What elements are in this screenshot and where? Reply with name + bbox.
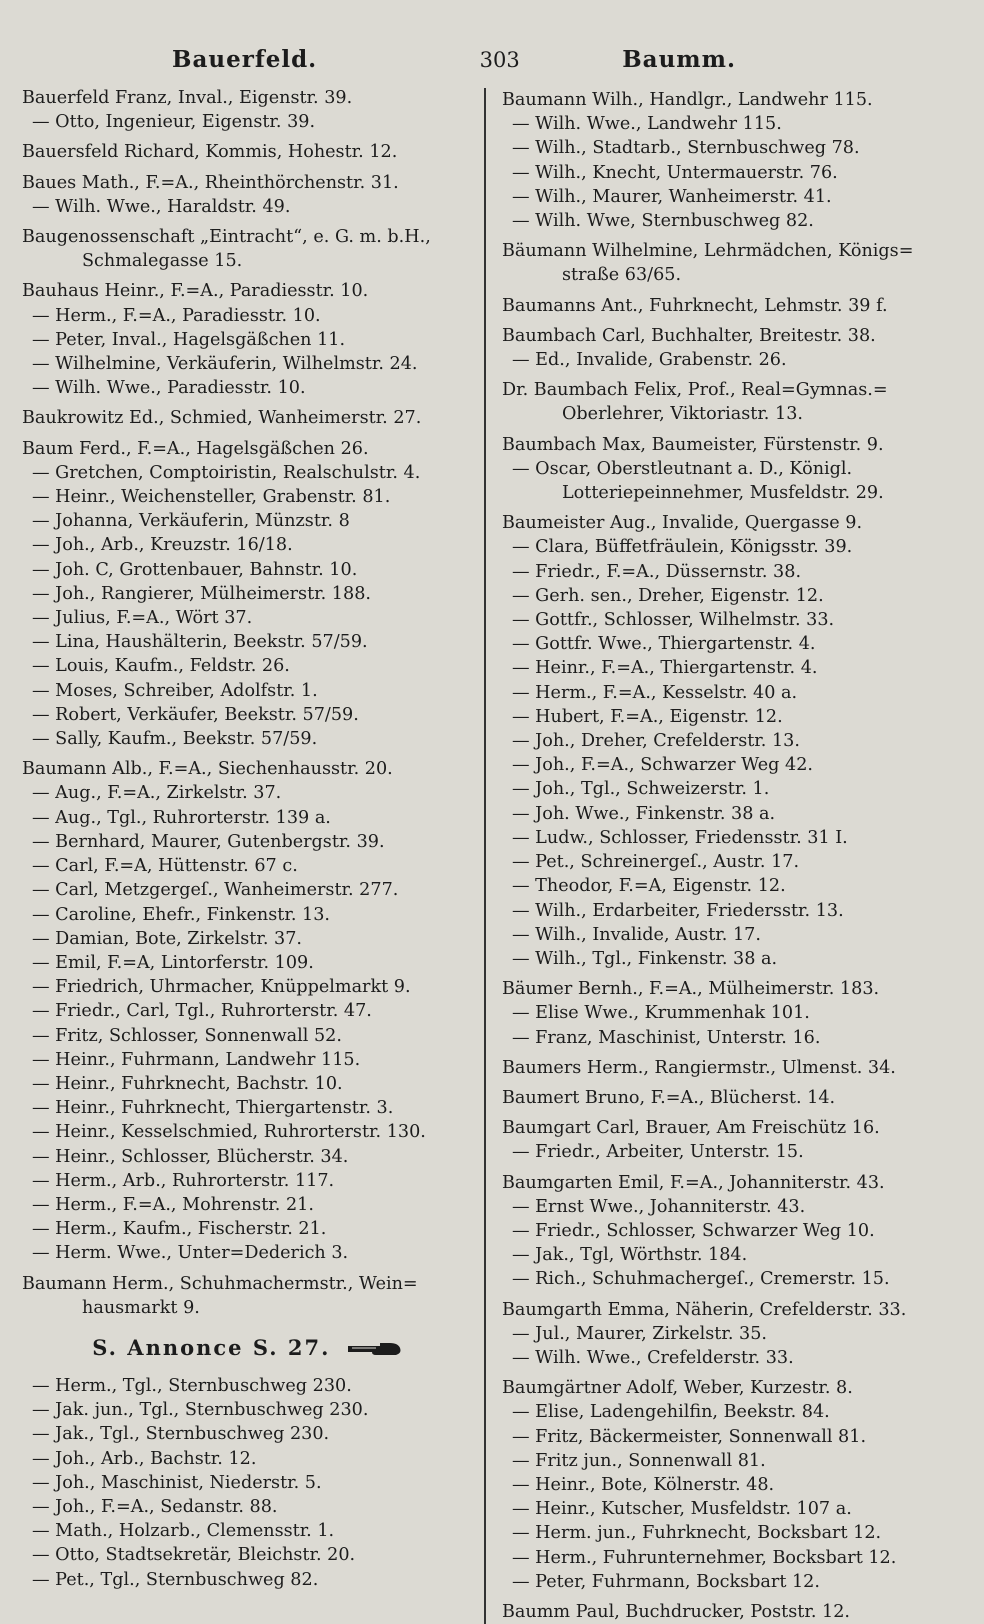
directory-entry: — Gerh. sen., Dreher, Eigenstr. 12. xyxy=(512,585,824,606)
directory-entry: — Caroline, Ehefr., Finkenstr. 13. xyxy=(32,904,330,925)
directory-entry: — Herm. jun., Fuhrknecht, Bocksbart 12. xyxy=(512,1523,882,1544)
directory-entry: — Wilh., Erdarbeiter, Friedersstr. 13. xyxy=(512,900,844,921)
directory-entry: — Sally, Kaufm., Beekstr. 57/59. xyxy=(32,729,318,750)
directory-entry: Baumers Herm., Rangiermstr., Ulmenst. 34. xyxy=(502,1057,896,1078)
directory-entry: — Herm., Arb., Ruhrorterstr. 117. xyxy=(32,1170,335,1191)
directory-entry: — Otto, Ingenieur, Eigenstr. 39. xyxy=(32,112,316,133)
page-number: 303 xyxy=(479,48,520,72)
directory-entry: — Clara, Büffetfräulein, Königsstr. 39. xyxy=(512,537,853,558)
directory-entry: — Heinr., F.=A., Thiergartenstr. 4. xyxy=(512,658,818,679)
directory-entry: — Hubert, F.=A., Eigenstr. 12. xyxy=(512,706,783,727)
directory-entry: — Heinr., Fuhrknecht, Bachstr. 10. xyxy=(32,1073,343,1094)
directory-entry: — Elise, Ladengehilfin, Beekstr. 84. xyxy=(512,1402,830,1423)
directory-entry: Baumbach Carl, Buchhalter, Breitestr. 38. xyxy=(502,325,876,346)
directory-entry: hausmarkt 9. xyxy=(82,1297,200,1318)
directory-entry: — Bernhard, Maurer, Gutenbergstr. 39. xyxy=(32,831,385,852)
directory-entry: — Wilh., Knecht, Untermauerstr. 76. xyxy=(512,162,838,183)
directory-entry: — Friedr., Arbeiter, Unterstr. 15. xyxy=(512,1142,804,1163)
directory-entry: — Herm., Kaufm., Fischerstr. 21. xyxy=(32,1219,327,1240)
directory-entry: — Fritz jun., Sonnenwall 81. xyxy=(512,1450,766,1471)
directory-entry: Lotteriepeinnehmer, Musfeldstr. 29. xyxy=(562,483,884,504)
directory-entry: Baumgärtner Adolf, Weber, Kurzestr. 8. xyxy=(502,1378,853,1399)
directory-entry: — Wilh. Wwe., Paradiesstr. 10. xyxy=(32,378,306,399)
left-entry-list xyxy=(22,86,474,1320)
directory-entry: — Joh., Dreher, Crefelderstr. 13. xyxy=(512,731,800,752)
right-column xyxy=(484,88,954,1624)
header-right-keyword: Baumm. xyxy=(622,46,736,73)
directory-entry: — Wilh. Wwe., Crefelderstr. 33. xyxy=(512,1347,794,1368)
directory-entry: — Wilh., Tgl., Finkenstr. 38 a. xyxy=(512,948,778,969)
directory-entry: Dr. Baumbach Felix, Prof., Real=Gymnas.= xyxy=(502,380,888,401)
directory-entry: Bäumann Wilhelmine, Lehrmädchen, Königs= xyxy=(502,241,914,262)
directory-entry: Baumgart Carl, Brauer, Am Freischütz 16. xyxy=(502,1118,880,1139)
directory-entry: — Jak., Tgl., Sternbuschweg 230. xyxy=(32,1424,330,1445)
directory-entry: — Pet., Schreinergeſ., Austr. 17. xyxy=(512,852,800,873)
directory-entry: — Heinr., Kesselschmied, Ruhrorterstr. 130. xyxy=(32,1122,426,1143)
directory-entry: Baukrowitz Ed., Schmied, Wanheimerstr. 27. xyxy=(22,408,422,429)
directory-entry: — Jul., Maurer, Zirkelstr. 35. xyxy=(512,1323,767,1344)
directory-entry: — Friedrich, Uhrmacher, Knüppelmarkt 9. xyxy=(32,977,411,998)
directory-entry: — Joh., Tgl., Schweizerstr. 1. xyxy=(512,779,770,800)
directory-entry: — Peter, Fuhrmann, Bocksbart 12. xyxy=(512,1571,820,1592)
left-entry-list-after xyxy=(22,1374,474,1592)
directory-entry: — Heinr., Fuhrknecht, Thiergartenstr. 3. xyxy=(32,1098,394,1119)
directory-entry: Baumeister Aug., Invalide, Quergasse 9. xyxy=(502,513,863,534)
directory-entry: — Herm., F.=A., Kesselstr. 40 a. xyxy=(512,682,798,703)
directory-entry: — Gottfr. Wwe., Thiergartenstr. 4. xyxy=(512,634,816,655)
directory-entry: — Herm. Wwe., Unter=Dederich 3. xyxy=(32,1243,349,1264)
directory-entry: — Gottfr., Schlosser, Wilhelmstr. 33. xyxy=(512,610,835,631)
header-left-keyword: Bauerfeld. xyxy=(172,46,318,73)
directory-entry: — Math., Holzarb., Clemensstr. 1. xyxy=(32,1521,335,1542)
directory-entry: Schmalegasse 15. xyxy=(82,251,243,272)
directory-entry: — Pet., Tgl., Sternbuschweg 82. xyxy=(32,1569,319,1590)
directory-entry: Bäumer Bernh., F.=A., Mülheimerstr. 183. xyxy=(502,979,880,1000)
directory-entry: — Franz, Maschinist, Unterstr. 16. xyxy=(512,1027,821,1048)
directory-entry: — Julius, F.=A., Wört 37. xyxy=(32,608,253,629)
directory-entry: Baugenossenschaft „Eintracht“, e. G. m. b.H., xyxy=(22,227,431,248)
directory-entry: Baumann Wilh., Handlgr., Landwehr 115. xyxy=(502,90,873,110)
directory-entry: — Friedr., Carl, Tgl., Ruhrorterstr. 47. xyxy=(32,1001,372,1022)
directory-entry: Baues Math., F.=A., Rheinthörchenstr. 31. xyxy=(22,172,399,193)
directory-entry: — Heinr., Fuhrmann, Landwehr 115. xyxy=(32,1049,361,1070)
directory-entry: — Joh., F.=A., Sedanstr. 88. xyxy=(32,1496,278,1517)
directory-entry: — Gretchen, Comptoiristin, Realschulstr. 4. xyxy=(32,462,421,483)
directory-entry: — Wilh., Stadtarb., Sternbuschweg 78. xyxy=(512,138,860,159)
directory-entry: — Damian, Bote, Zirkelstr. 37. xyxy=(32,928,302,949)
directory-entry: — Aug., Tgl., Ruhrorterstr. 139 a. xyxy=(32,807,331,828)
directory-entry: — Carl, Metzgergeſ., Wanheimerstr. 277. xyxy=(32,880,399,901)
directory-entry: straße 63/65. xyxy=(562,265,682,286)
directory-entry: Bauhaus Heinr., F.=A., Paradiesstr. 10. xyxy=(22,281,369,302)
directory-entry: Oberlehrer, Viktoriastr. 13. xyxy=(562,404,803,425)
directory-entry: — Joh., Rangierer, Mülheimerstr. 188. xyxy=(32,583,371,604)
directory-entry: — Elise Wwe., Krummenhak 101. xyxy=(512,1003,810,1024)
directory-entry: — Aug., F.=A., Zirkelstr. 37. xyxy=(32,783,282,804)
directory-entry: — Wilh., Maurer, Wanheimerstr. 41. xyxy=(512,186,832,207)
directory-entry: — Oscar, Oberstleutnant a. D., Königl. xyxy=(512,458,853,479)
directory-entry: Baumm Paul, Buchdrucker, Poststr. 12. xyxy=(502,1601,850,1622)
pointing-hand-icon xyxy=(346,1340,404,1358)
directory-entry: Baumann Alb., F.=A., Siechenhausstr. 20. xyxy=(22,759,393,780)
directory-entry: — Robert, Verkäufer, Beekstr. 57/59. xyxy=(32,704,359,725)
page-header xyxy=(22,46,966,80)
directory-entry: — Joh., Arb., Kreuzstr. 16/18. xyxy=(32,535,293,556)
directory-entry: — Herm., F.=A., Mohrenstr. 21. xyxy=(32,1194,314,1215)
directory-entry: — Carl, F.=A, Hüttenstr. 67 c. xyxy=(32,856,298,877)
directory-entry: — Ludw., Schlosser, Friedensstr. 31 I. xyxy=(512,827,848,848)
directory-entry: — Friedr., F.=A., Düssernstr. 38. xyxy=(512,561,802,582)
directory-entry: — Friedr., Schlosser, Schwarzer Weg 10. xyxy=(512,1220,875,1241)
directory-entry: — Heinr., Kutscher, Musfeldstr. 107 a. xyxy=(512,1499,852,1520)
directory-entry: — Joh., Maschinist, Niederstr. 5. xyxy=(32,1472,322,1493)
directory-entry: — Joh., Arb., Bachstr. 12. xyxy=(32,1448,257,1469)
directory-entry: — Herm., Fuhrunternehmer, Bocksbart 12. xyxy=(512,1547,897,1568)
directory-entry: — Theodor, F.=A, Eigenstr. 12. xyxy=(512,876,786,897)
directory-entry: — Joh., F.=A., Schwarzer Weg 42. xyxy=(512,755,813,776)
directory-entry: — Otto, Stadtsekretär, Bleichstr. 20. xyxy=(32,1545,356,1566)
directory-entry: — Fritz, Schlosser, Sonnenwall 52. xyxy=(32,1025,342,1046)
directory-entry: — Jak. jun., Tgl., Sternbuschweg 230. xyxy=(32,1400,369,1421)
directory-entry: Baumanns Ant., Fuhrknecht, Lehmstr. 39 f. xyxy=(502,295,888,316)
directory-entry: — Heinr., Schlosser, Blücherstr. 34. xyxy=(32,1146,349,1167)
directory-entry: — Emil, F.=A, Lintorferstr. 109. xyxy=(32,952,314,973)
directory-entry: — Wilh. Wwe., Landwehr 115. xyxy=(512,114,782,135)
directory-entry: — Heinr., Bote, Kölnerstr. 48. xyxy=(512,1474,775,1495)
directory-entry: Baumgarten Emil, F.=A., Johanniterstr. 43. xyxy=(502,1172,885,1193)
left-column xyxy=(22,86,484,1624)
directory-entry: — Wilh. Wwe., Haraldstr. 49. xyxy=(32,196,291,217)
directory-entry: — Wilh. Wwe, Sternbuschweg 82. xyxy=(512,211,814,232)
directory-entry: — Joh. C, Grottenbauer, Bahnstr. 10. xyxy=(32,559,358,580)
directory-entry: Bauersfeld Richard, Kommis, Hohestr. 12. xyxy=(22,142,398,163)
columns xyxy=(22,86,966,1624)
directory-entry: Bauerfeld Franz, Inval., Eigenstr. 39. xyxy=(22,88,353,108)
directory-entry: — Rich., Schuhmachergeſ., Cremerstr. 15. xyxy=(512,1269,890,1290)
directory-entry: — Lina, Haushälterin, Beekstr. 57/59. xyxy=(32,632,368,653)
directory-entry: — Herm., F.=A., Paradiesstr. 10. xyxy=(32,305,321,326)
directory-entry: — Peter, Inval., Hagelsgäßchen 11. xyxy=(32,329,346,350)
directory-entry: — Louis, Kaufm., Feldstr. 26. xyxy=(32,656,290,677)
directory-entry: — Jak., Tgl, Wörthstr. 184. xyxy=(512,1245,748,1266)
directory-entry: Baumbach Max, Baumeister, Fürstenstr. 9. xyxy=(502,434,884,455)
directory-entry: — Ernst Wwe., Johanniterstr. 43. xyxy=(512,1196,806,1217)
annonce-text: S. Annonce S. 27. xyxy=(92,1334,331,1360)
directory-entry: — Moses, Schreiber, Adolfstr. 1. xyxy=(32,680,318,701)
directory-entry: Baumert Bruno, F.=A., Blücherst. 14. xyxy=(502,1087,836,1108)
directory-entry: — Wilh., Invalide, Austr. 17. xyxy=(512,924,761,945)
directory-entry: — Herm., Tgl., Sternbuschweg 230. xyxy=(32,1375,352,1396)
directory-entry: — Fritz, Bäckermeister, Sonnenwall 81. xyxy=(512,1426,867,1447)
directory-entry: Baumann Herm., Schuhmachermstr., Wein= xyxy=(22,1273,418,1294)
directory-entry: — Heinr., Weichensteller, Grabenstr. 81. xyxy=(32,487,391,508)
directory-entry: — Ed., Invalide, Grabenstr. 26. xyxy=(512,350,787,371)
directory-entry: Baumgarth Emma, Näherin, Crefelderstr. 33. xyxy=(502,1299,907,1320)
annonce-notice xyxy=(22,1334,474,1362)
directory-entry: Baum Ferd., F.=A., Hagelsgäßchen 26. xyxy=(22,438,369,459)
right-entry-list xyxy=(502,88,954,1624)
directory-entry: — Joh. Wwe., Finkenstr. 38 a. xyxy=(512,803,776,824)
directory-entry: — Wilhelmine, Verkäuferin, Wilhelmstr. 24. xyxy=(32,354,418,375)
directory-entry: — Johanna, Verkäuferin, Münzstr. 8 xyxy=(32,511,350,532)
